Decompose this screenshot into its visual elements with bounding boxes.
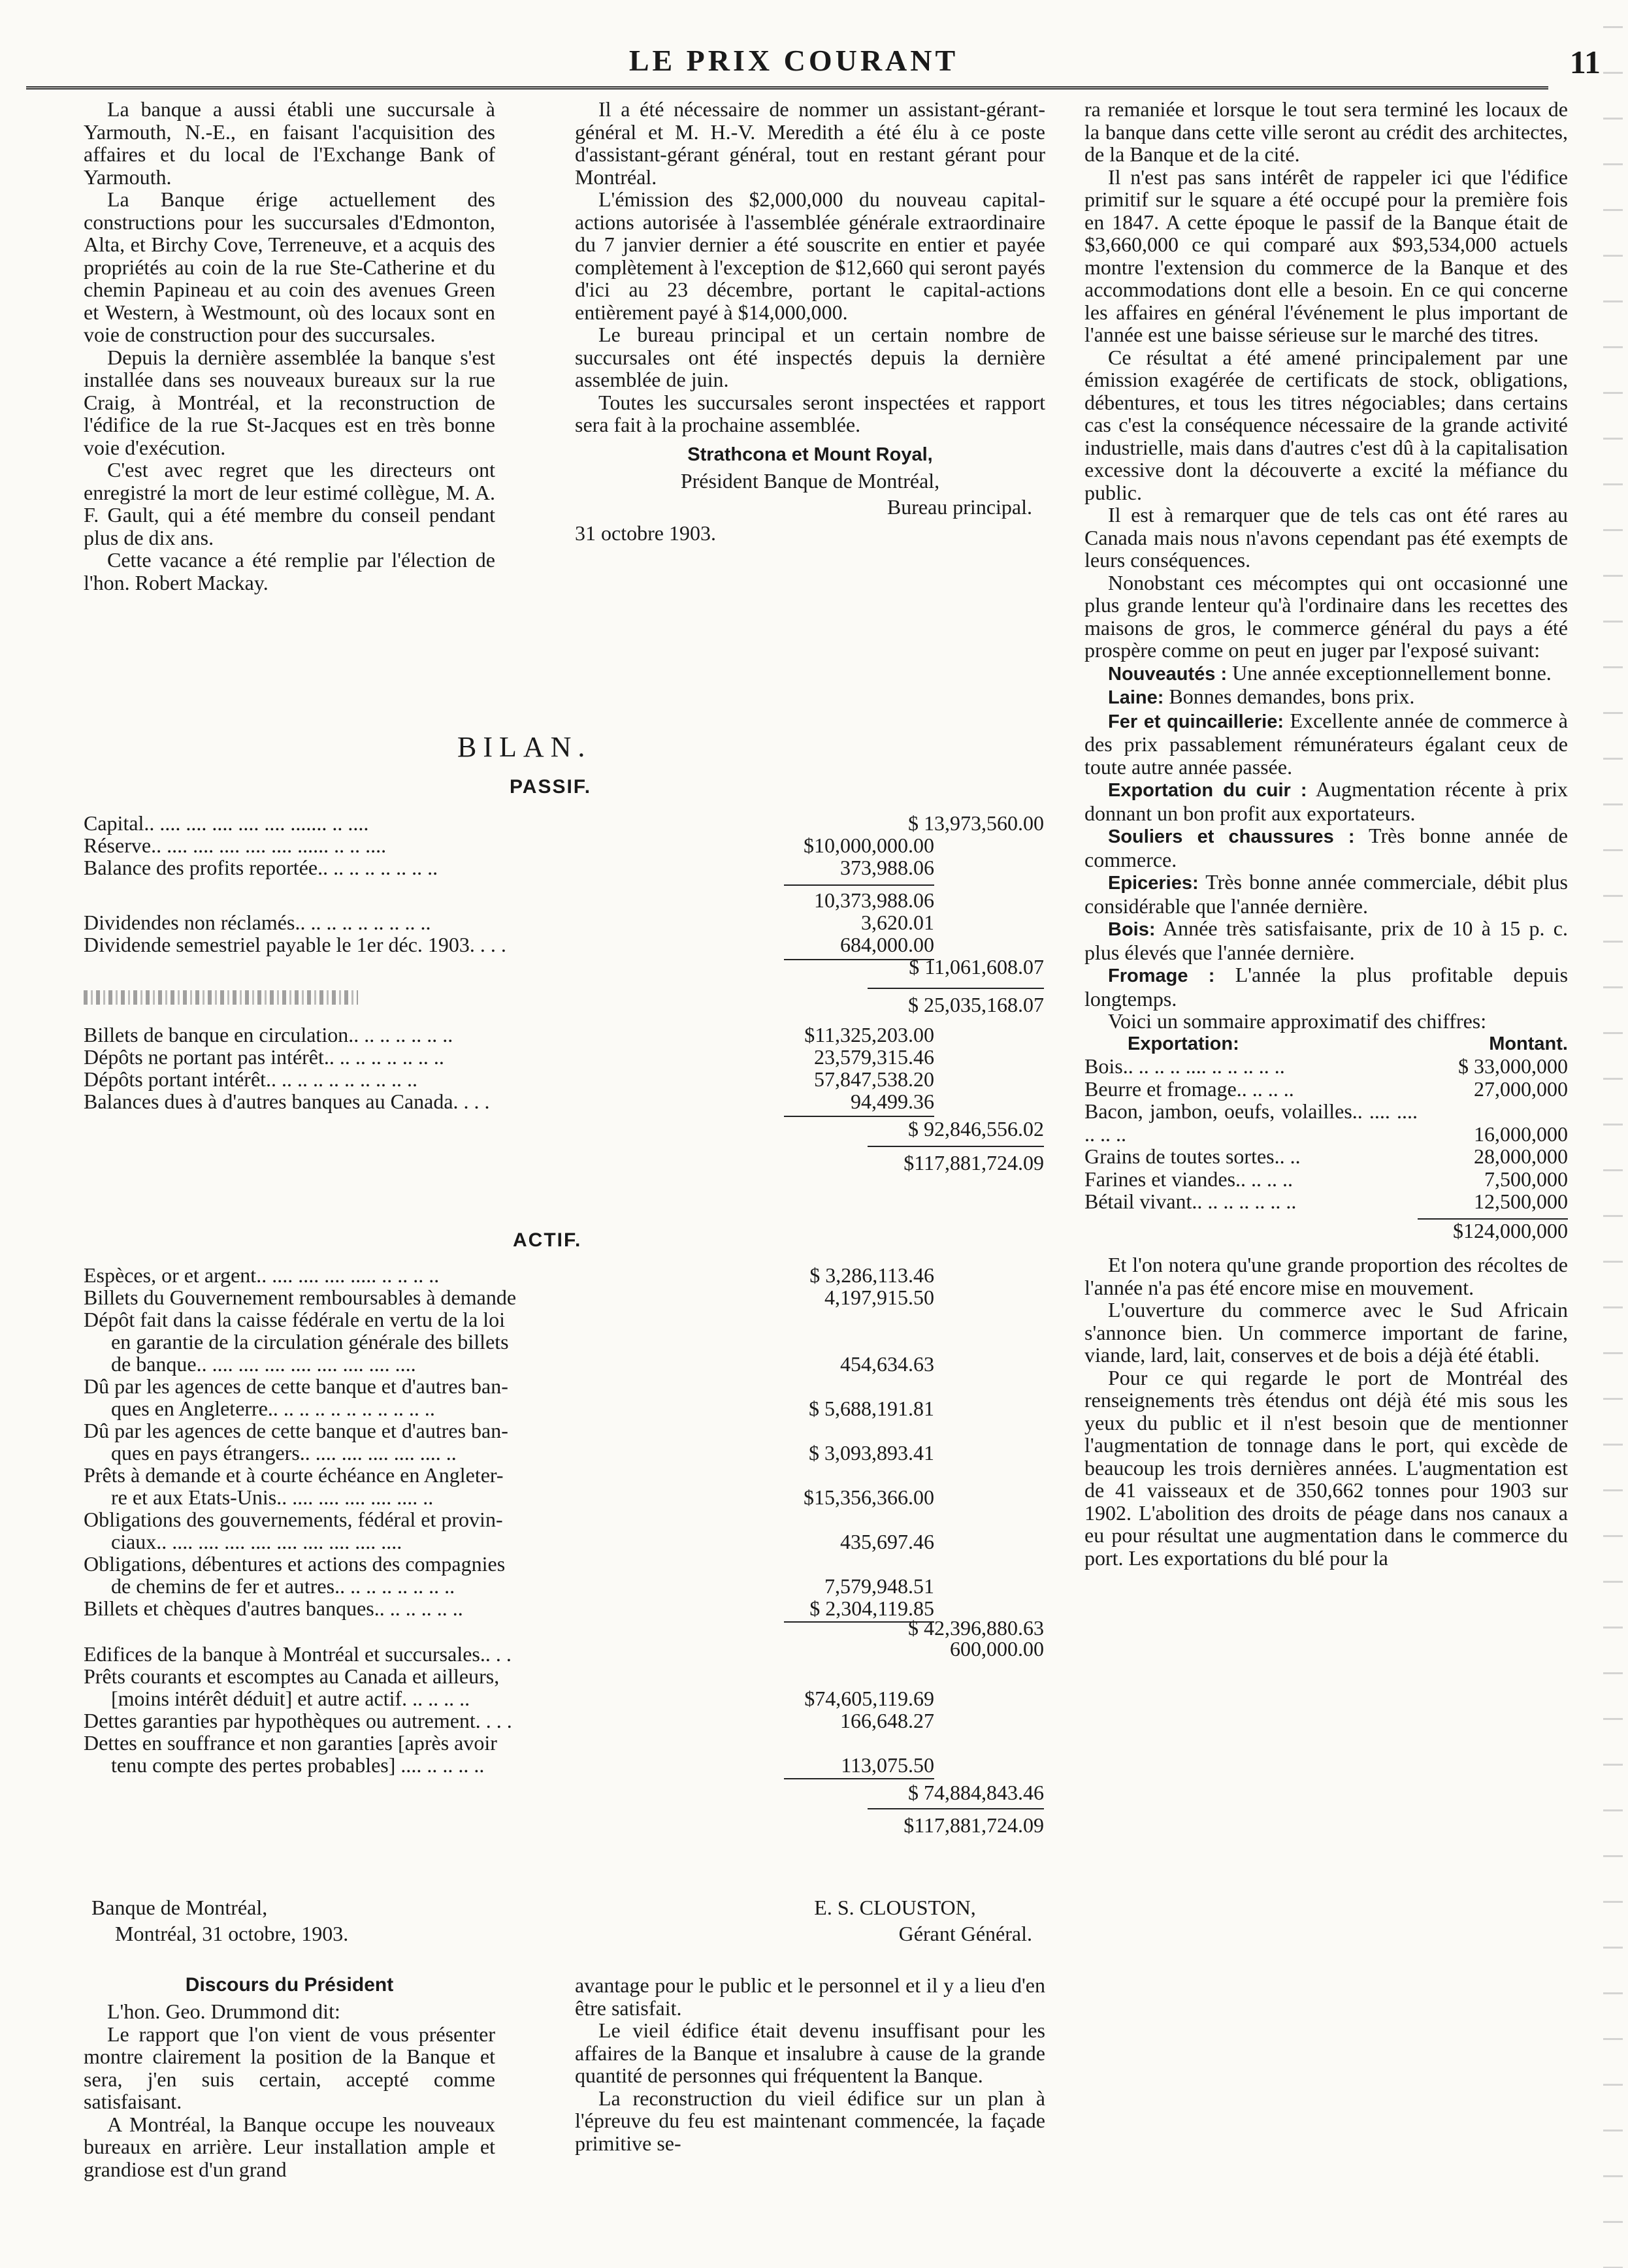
- actif-heading: ACTIF.: [513, 1229, 582, 1251]
- ledger-row: [84, 1552, 1044, 1574]
- ledger-label: Balances dues à d'autres banques au Canada. . . .: [84, 1090, 490, 1113]
- trade-lead: Fromage :: [1108, 965, 1215, 986]
- ledger-amount: 166,648.27: [840, 1709, 934, 1732]
- trade-item: [1084, 964, 1568, 1010]
- subtotal-rule: [784, 884, 934, 886]
- ledger-amount: $ 3,093,893.41: [809, 1441, 934, 1465]
- ledger-row: [84, 1596, 1044, 1619]
- ledger-row: [84, 1441, 1044, 1463]
- ledger-label: Billets et chèques d'autres banques.. .. .. .. .. ..: [84, 1596, 463, 1620]
- trade-item: [1084, 685, 1568, 709]
- ledger-row: [84, 1330, 1044, 1352]
- ledger-row: [84, 834, 1044, 856]
- ledger-label: Balance des profits reportée.. .. .. .. .. .. .. ..: [84, 856, 438, 879]
- ledger-label: ques en Angleterre.. .. .. .. .. .. .. .. .. .. ..: [111, 1397, 435, 1420]
- paragraph: Nonobstant ces mécomptes qui ont occasionné une plus grande lenteur qu'à l'ordinaire dans les recettes des maisons de gros, le commerce général du pays a été prospère comme on peut en juger par l'exposé suivant:: [1084, 570, 1568, 662]
- trade-text: Excellente année de commerce à des prix passablement rémunérateurs égalant ceux de toute autre année passée.: [1084, 708, 1569, 779]
- signature-block: [575, 442, 1045, 546]
- subtotal-rule: [784, 1778, 934, 1779]
- running-title: LE PRIX COURANT: [628, 44, 959, 77]
- paragraph: Depuis la dernière assemblée la banque s'est installée dans ses nouveaux bureaux sur la rue Craig, à Montréal, et la reconstruction de l'édifice de la rue St-Jacques est en très bonne voie d'exécution.: [84, 345, 495, 459]
- ledger-amount: 684,000.00: [840, 933, 934, 956]
- ledger-amount: 7,579,948.51: [824, 1574, 934, 1598]
- passif-ledger: [84, 811, 1044, 1174]
- ledger-label: Dettes en souffrance et non garanties [après avoir: [84, 1731, 497, 1755]
- export-total-cell: [1418, 1213, 1568, 1242]
- ledger-amount: 23,579,315.46: [814, 1045, 934, 1069]
- ledger-row: [84, 1485, 1044, 1508]
- ledger-total: $ 11,061,608.07: [909, 955, 1044, 979]
- ledger-grand-total: $117,881,724.09: [904, 1813, 1044, 1837]
- ledger-row: [84, 1775, 1044, 1806]
- paragraph: Le vieil édifice était devenu insuffisant pour les affaires de la Banque et insalubre à cause de la grande quantité de personnes qui fréquentent la Banque.: [575, 2018, 1045, 2087]
- ledger-row: [84, 1753, 1044, 1775]
- paragraph: Et l'on notera qu'une grande proportion des récoltes de l'année n'a pas été encore mise en mouvement.: [1084, 1253, 1568, 1299]
- manager-name: E. S. CLOUSTON,: [814, 1896, 976, 1919]
- ledger-row: [84, 1806, 1044, 1837]
- export-amount: $ 33,000,000: [1458, 1054, 1568, 1078]
- paragraph: L'hon. Geo. Drummond dit:: [107, 2000, 340, 2023]
- ledger-label: Billets de banque en circulation.. .. .. .. .. .. ..: [84, 1023, 453, 1046]
- paragraph: L'ouverture du commerce avec le Sud Africain s'annonce bien. Un commerce important de farine, viande, lard, lait, conserves et de bois a déjà été établi.: [1084, 1298, 1568, 1367]
- trade-text: L'année la plus profitable depuis longtemps.: [1084, 963, 1569, 1011]
- export-table: [1084, 1033, 1568, 1242]
- ledger-label: Prêts à demande et à courte échéance en Angleter-: [84, 1463, 504, 1487]
- page-number: 11: [1569, 44, 1601, 80]
- ledger-amount: 10,373,988.06: [814, 888, 934, 912]
- export-item: Bacon, jambon, oeufs, volailles.. .... .... .. .. ..: [1084, 1099, 1418, 1146]
- ledger-total: $ 42,396,880.63: [908, 1616, 1044, 1640]
- ledger-amount: 373,988.06: [840, 856, 934, 879]
- table-row: [1084, 1145, 1568, 1168]
- trade-lead: Epiceries:: [1108, 873, 1199, 894]
- paragraph: La Banque érige actuellement des constructions pour les succursales d'Edmonton, Alta, et Birchy Cove, Terreneuve, et a acquis des propriétés au coin de la rue Ste-Catherine et du chemin Papineau et au coin des avenues Green et Western, à Westmount, où des locaux sont en voie de construction pour des succursales.: [84, 187, 495, 346]
- ledger-amount: $74,605,119.69: [804, 1687, 934, 1710]
- signatory-name: Strathcona et Mount Royal,: [687, 444, 933, 465]
- ledger-total: $ 74,884,843.46: [908, 1781, 1044, 1804]
- trade-lead: Exportation du cuir :: [1108, 780, 1307, 801]
- ledger-amount: $10,000,000.00: [804, 834, 934, 857]
- table-row: [1084, 1055, 1568, 1078]
- actif-ledger: [84, 1263, 1044, 1837]
- ledger-row: [84, 1352, 1044, 1374]
- discours-column-1: [84, 2000, 495, 2180]
- signature-date: 31 octobre 1903.: [575, 521, 716, 545]
- manager-title: Gérant Général.: [898, 1922, 1032, 1945]
- paragraph: Il n'est pas sans intérêt de rappeler ici que l'édifice primitif sur le square a été occupé pour la première fois en 1847. A cette époque le passif de la Banque était de $3,660,000 ce qui comparé aux $93,534,000 actuels montre l'extension du commerce de la Banque et des accommodations dont elle a besoin. En ce qui concerne les affaires en général l'événement le plus important de l'année est une baisse sérieuse sur le marché des titres.: [1084, 165, 1568, 346]
- ledger-label: Obligations des gouvernements, fédéral et provin-: [84, 1508, 503, 1531]
- trade-lead: Laine:: [1108, 687, 1164, 708]
- paragraph: Il est à remarquer que de tels cas ont été rares au Canada mais nous n'avons cependant pas été exempts de leurs conséquences.: [1084, 503, 1568, 572]
- ledger-label: Espèces, or et argent.. .... .... .... ..... .. .. .. ..: [84, 1263, 440, 1287]
- ledger-amount: 94,499.36: [851, 1090, 934, 1113]
- trade-item: [1084, 778, 1568, 824]
- ledger-amount: 57,847,538.20: [814, 1067, 934, 1091]
- ledger-amount: $15,356,366.00: [804, 1485, 934, 1509]
- export-amount: 12,500,000: [1474, 1190, 1568, 1213]
- ledger-row: [84, 1637, 1044, 1666]
- ledger-row: [84, 1463, 1044, 1485]
- ledger-label: tenu compte des pertes probables] .... .. .. .. ..: [111, 1753, 485, 1777]
- ledger-amount: 3,620.01: [861, 911, 934, 934]
- trade-text: Bonnes demandes, bons prix.: [1169, 685, 1415, 708]
- paragraph: A Montréal, la Banque occupe les nouveaux bureaux en arrière. Leur installation ample et grandiose est d'un grand: [84, 2112, 495, 2181]
- trade-text: Très bonne année commerciale, débit plus considérable que l'année dernière.: [1084, 870, 1569, 918]
- ledger-amount: $ 3,286,113.46: [809, 1263, 934, 1287]
- paragraph: L'émission des $2,000,000 du nouveau capital-actions autorisée à l'assemblée générale extraordinaire du 7 janvier dernier a été souscrite en entier et payée complètement à l'exception de $12,660 qui seront payés d'ici au 23 décembre, portant le capital-actions entièrement payé à $14,000,000.: [575, 187, 1045, 324]
- column-2: [575, 98, 1045, 546]
- table-row: [1084, 1213, 1568, 1242]
- bilan-title: BILAN.: [457, 731, 592, 763]
- ledger-row: [84, 1709, 1044, 1731]
- ledger-row: [84, 1419, 1044, 1441]
- ledger-row: [84, 878, 1044, 911]
- trade-lead: Nouveautés :: [1108, 663, 1228, 685]
- paragraph: Il a été nécessaire de nommer un assistant-gérant-général et M. H.-V. Meredith a été élu à ce poste d'assistant-gérant général, tout en restant gérant pour Montréal.: [575, 97, 1045, 189]
- ledger-label: Dépôt fait dans la caisse fédérale en vertu de la loi: [84, 1308, 506, 1331]
- ledger-label: Dû par les agences de cette banque et d'autres ban-: [84, 1419, 508, 1442]
- bank-signoff: [91, 1894, 348, 1947]
- trade-item: [1084, 917, 1568, 964]
- ledger-label: Dividende semestriel payable le 1er déc. 1903. . . .: [84, 933, 506, 956]
- export-item: Bois.. .. .. .. .... .. .. .. .. ..: [1084, 1054, 1285, 1078]
- total-rule: [868, 1146, 1044, 1147]
- header-rule: [26, 86, 1548, 89]
- ledger-row: [84, 1664, 1044, 1687]
- manager-signoff: [758, 1894, 1032, 1947]
- trade-item: [1084, 871, 1568, 917]
- amount-column-header: Montant.: [1489, 1033, 1568, 1054]
- ledger-row: [84, 1112, 1044, 1143]
- ledger-row: [84, 1263, 1044, 1286]
- paragraph: C'est avec regret que les directeurs ont enregistré la mort de leur estimé collègue, M. A. F. Gault, qui a été membre du conseil pendant plus de dix ans.: [84, 458, 495, 549]
- smudged-line: [84, 985, 358, 1010]
- ledger-row: [84, 1731, 1044, 1753]
- ledger-row: [84, 1530, 1044, 1552]
- trade-item: [1084, 662, 1568, 686]
- paragraph: ra remaniée et lorsque le tout sera terminé les locaux de la banque dans cette ville seront au crédit des architectes, de la Banque et de la cité.: [1084, 97, 1568, 166]
- ledger-amount: $ 2,304,119.85: [809, 1596, 934, 1620]
- export-column-header: Exportation:: [1128, 1033, 1239, 1054]
- export-amount: 16,000,000: [1474, 1122, 1568, 1146]
- page-header: [52, 39, 1601, 91]
- trade-item: [1084, 709, 1568, 779]
- paragraph: Ce résultat a été amené principalement par une émission exagérée de certificats de stock, obligations, débentures, et tous les titres négociables; dans certains cas c'est la conséquence nécessaire de la grande activité industrielle, mais dans d'autres c'est dû à la capitalisation excessive dont la découverte a excité la méfiance du public.: [1084, 345, 1568, 504]
- export-amount: 28,000,000: [1474, 1144, 1568, 1168]
- paragraph: Le bureau principal et un certain nombre de succursales ont été inspectés depuis la dernière assemblée de juin.: [575, 323, 1045, 391]
- discours-heading: Discours du Président: [185, 1974, 394, 1996]
- table-row: [1084, 1168, 1568, 1191]
- ledger-row: [84, 1090, 1044, 1112]
- signatory-office: Bureau principal.: [887, 494, 1032, 519]
- ledger-total: 600,000.00: [950, 1637, 1044, 1660]
- ledger-row: [84, 911, 1044, 933]
- ledger-row: [84, 1143, 1044, 1174]
- ledger-amount: 454,634.63: [840, 1352, 934, 1376]
- scan-edge: [1603, 0, 1623, 2268]
- ledger-label: [moins intérêt déduit] et autre actif. .. .. .. ..: [111, 1687, 470, 1710]
- column-1: [84, 98, 495, 594]
- ledger-row: [84, 1067, 1044, 1090]
- ledger-total: $ 25,035,168.07: [908, 993, 1044, 1016]
- ledger-label: Réserve.. .... .... .... .... .... ...... .. .. ....: [84, 834, 387, 857]
- ledger-row: [84, 1045, 1044, 1067]
- ledger-amount: 435,697.46: [840, 1530, 934, 1553]
- ledger-label: Obligations, débentures et actions des compagnies: [84, 1552, 506, 1576]
- ledger-label: ques en pays étrangers.. .... .... .... .... .... ..: [111, 1441, 457, 1465]
- trade-text: Une année exceptionnellement bonne.: [1232, 660, 1552, 685]
- ledger-label: de chemins de fer et autres.. .. .. .. .. .. .. ..: [111, 1574, 455, 1598]
- ledger-label: Billets du Gouvernement remboursables à demande: [84, 1286, 517, 1309]
- ledger-row: [84, 811, 1044, 834]
- paragraph: Cette vacance a été remplie par l'élection de l'hon. Robert Mackay.: [84, 548, 495, 594]
- signatory-title: Président Banque de Montréal,: [680, 468, 940, 493]
- ledger-row: [84, 1508, 1044, 1530]
- paragraph: Toutes les succursales seront inspectées et rapport sera fait à la prochaine assemblée.: [575, 390, 1045, 436]
- ledger-row: [84, 1374, 1044, 1397]
- ledger-row: [84, 955, 1044, 985]
- total-rule: [868, 1808, 1044, 1809]
- ledger-label: Dépôts ne portant pas intérêt.. .. .. .. .. .. .. ..: [84, 1045, 444, 1069]
- ledger-row: [84, 1023, 1044, 1045]
- ledger-row: [84, 1308, 1044, 1330]
- trade-lead: Bois:: [1108, 919, 1156, 940]
- export-amount: 7,500,000: [1484, 1167, 1568, 1191]
- trade-lead: Souliers et chaussures :: [1108, 826, 1355, 847]
- ledger-amount: $ 5,688,191.81: [809, 1397, 934, 1420]
- ledger-label: Dû par les agences de cette banque et d'autres ban-: [84, 1374, 508, 1398]
- ledger-label: Dettes garanties par hypothèques ou autrement. . . .: [84, 1709, 512, 1732]
- ledger-grand-total: $117,881,724.09: [904, 1151, 1044, 1174]
- ledger-amount: 4,197,915.50: [824, 1286, 934, 1309]
- paragraph: La banque a aussi établi une succursale à Yarmouth, N.-E., en faisant l'acquisition des affaires et du local de l'Exchange Bank of Yarmouth.: [84, 97, 495, 189]
- paragraph: avantage pour le public et le personnel et il y a lieu d'en être satisfait.: [575, 1973, 1045, 2020]
- ledger-label: Dépôts portant intérêt.. .. .. .. .. .. .. .. .. ..: [84, 1067, 418, 1091]
- place-date: Montréal, 31 octobre, 1903.: [115, 1922, 349, 1945]
- ledger-label: ciaux.. .... .... .... .... .... .... .... .... ....: [111, 1530, 402, 1553]
- ledger-label: Edifices de la banque à Montréal et succursales.. . .: [84, 1642, 512, 1666]
- ledger-row: [84, 1286, 1044, 1308]
- discours-column-2: [575, 1974, 1045, 2154]
- export-item: Bétail vivant.. .. .. .. .. .. ..: [1084, 1190, 1297, 1213]
- trade-item: [1084, 824, 1568, 871]
- export-total: $124,000,000: [1453, 1218, 1568, 1242]
- export-item: Grains de toutes sortes.. ..: [1084, 1144, 1301, 1168]
- column-3: [1084, 98, 1568, 1569]
- ledger-label: re et aux Etats-Unis.. .... .... .... .... .... ..: [111, 1485, 434, 1509]
- ledger-label: de banque.. .... .... .... .... .... .... .... ....: [111, 1352, 416, 1376]
- ledger-amount: $11,325,203.00: [804, 1023, 934, 1046]
- export-table-header: [1084, 1033, 1568, 1056]
- ledger-row: [84, 856, 1044, 878]
- ledger-row: [84, 1687, 1044, 1709]
- paragraph: Le rapport que l'on vient de vous présenter montre clairement la position de la Banque et sera, j'en suis certain, accepté comme satisfaisant.: [84, 2022, 495, 2113]
- ledger-row: [84, 1574, 1044, 1596]
- passif-heading: PASSIF.: [510, 776, 592, 798]
- export-item: Farines et viandes.. .. .. ..: [1084, 1167, 1294, 1191]
- table-row: [1084, 1100, 1568, 1145]
- table-row: [1084, 1190, 1568, 1213]
- table-row: [1084, 1078, 1568, 1101]
- paragraph: Pour ce qui regarde le port de Montréal des renseignements très étendus ont déjà été mis sous les yeux du public et il n'est besoin que de mentionner l'augmentation de tonnage dans le port, qui excède de beaucoup les trois dernières années. L'augmentation est de 41 vaisseaux et de 350,662 tonnes pour 1903 sur 1902. L'abolition des droits de péage dans nos canaux a eu pour résultat une augmentation dans le commerce du port. Les exportations du blé pour la: [1084, 1365, 1568, 1570]
- ledger-label: en garantie de la circulation générale des billets: [111, 1330, 509, 1353]
- trade-text: Augmentation récente à prix donnant un bon profit aux exportateurs.: [1084, 777, 1569, 825]
- ledger-row: [84, 933, 1044, 955]
- trade-text: Année très satisfaisante, prix de 10 à 15 p. c. plus élevés que l'année dernière.: [1084, 916, 1569, 964]
- ledger-total: $ 13,973,560.00: [908, 811, 1044, 835]
- trade-lead: Fer et quincaillerie:: [1108, 711, 1284, 732]
- trade-text: Très bonne année de commerce.: [1084, 824, 1569, 871]
- export-item: Beurre et fromage.. .. .. ..: [1084, 1077, 1294, 1101]
- paragraph: Voici un sommaire approximatif des chiffres:: [1108, 1009, 1487, 1033]
- ledger-row: [84, 1397, 1044, 1419]
- ledger-amount: 113,075.50: [841, 1753, 934, 1777]
- ledger-label: Dividendes non réclamés.. .. .. .. .. .. .. .. ..: [84, 911, 431, 934]
- ledger-row: [84, 985, 1044, 1023]
- bank-name: Banque de Montréal,: [91, 1896, 268, 1919]
- export-amount: 27,000,000: [1474, 1077, 1568, 1101]
- ledger-label: Prêts courants et escomptes au Canada et ailleurs,: [84, 1664, 500, 1688]
- paragraph: La reconstruction du vieil édifice sur un plan à l'épreuve du feu est maintenant commencée, la façade primitive se-: [575, 2086, 1045, 2155]
- total-rule: [868, 988, 1044, 989]
- ledger-total: $ 92,846,556.02: [908, 1117, 1044, 1141]
- ledger-label: Capital.. .... .... .... .... .... ....... .. ....: [84, 811, 369, 835]
